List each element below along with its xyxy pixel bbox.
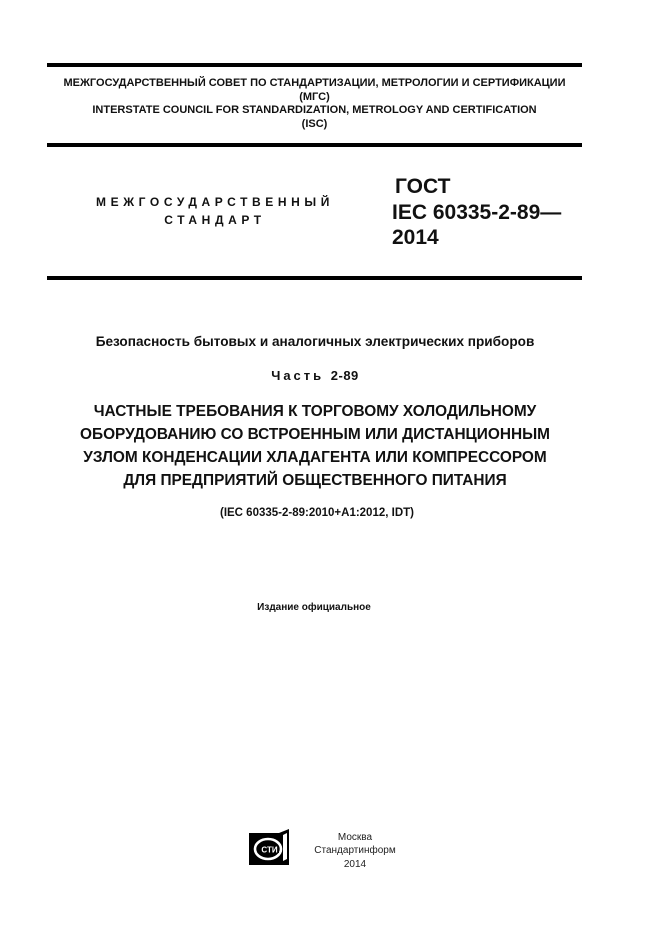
standard-kind (60, 193, 370, 229)
bottom-rule (47, 276, 582, 280)
council-name-en: INTERSTATE COUNCIL FOR STANDARDIZATION, METROLOGY AND CERTIFICATION (92, 104, 537, 117)
edition-label: Издание официальное (257, 602, 371, 613)
designation-prefix: ГОСТ (395, 175, 451, 198)
imprint-city: Москва (337, 832, 373, 843)
publisher-imprint (305, 831, 405, 871)
document-part (0, 367, 630, 385)
council-abbr-en: (ISC) (301, 118, 328, 131)
council-abbr-ru: (МГС) (299, 90, 330, 103)
svg-text:СТИ: СТИ (261, 845, 278, 855)
part-number: 2-89 (330, 368, 359, 383)
standartinform-logo-icon (249, 829, 293, 865)
title-line: ОБОРУДОВАНИЮ СО ВСТРОЕННЫМ ИЛИ ДИСТАНЦИОННЫМ (80, 426, 550, 443)
designation-year: 2014 (392, 226, 439, 249)
designation-number: IEC 60335-2-89— (392, 200, 562, 224)
title-line: УЗЛОМ КОНДЕНСАЦИИ ХЛАДАГЕНТА ИЛИ КОМПРЕССОРОМ (83, 449, 547, 466)
council-header (47, 77, 582, 132)
document-subject: Безопасность бытовых и аналогичных электрических приборов (95, 334, 535, 349)
part-label: Часть (271, 368, 325, 383)
title-line: ДЛЯ ПРЕДПРИЯТИЙ ОБЩЕСТВЕННОГО ПИТАНИЯ (123, 472, 507, 489)
iec-reference: (IEC 60335-2-89:2010+A1:2012, IDT) (219, 507, 414, 519)
document-title (0, 400, 630, 492)
standard-kind-line1: МЕЖГОСУДАРСТВЕННЫЙ (96, 195, 334, 209)
imprint-year: 2014 (343, 858, 367, 870)
council-name-ru: МЕЖГОСУДАРСТВЕННЫЙ СОВЕТ ПО СТАНДАРТИЗАЦИИ, МЕТРОЛОГИИ И СЕРТИФИКАЦИИ (63, 77, 566, 89)
top-rule (47, 63, 582, 67)
imprint-publisher: Стандартинформ (314, 845, 396, 857)
standard-designation (392, 174, 561, 251)
middle-rule (47, 143, 582, 147)
title-line: ЧАСТНЫЕ ТРЕБОВАНИЯ К ТОРГОВОМУ ХОЛОДИЛЬНОМУ (93, 403, 537, 420)
standard-kind-line2: СТАНДАРТ (164, 213, 266, 227)
